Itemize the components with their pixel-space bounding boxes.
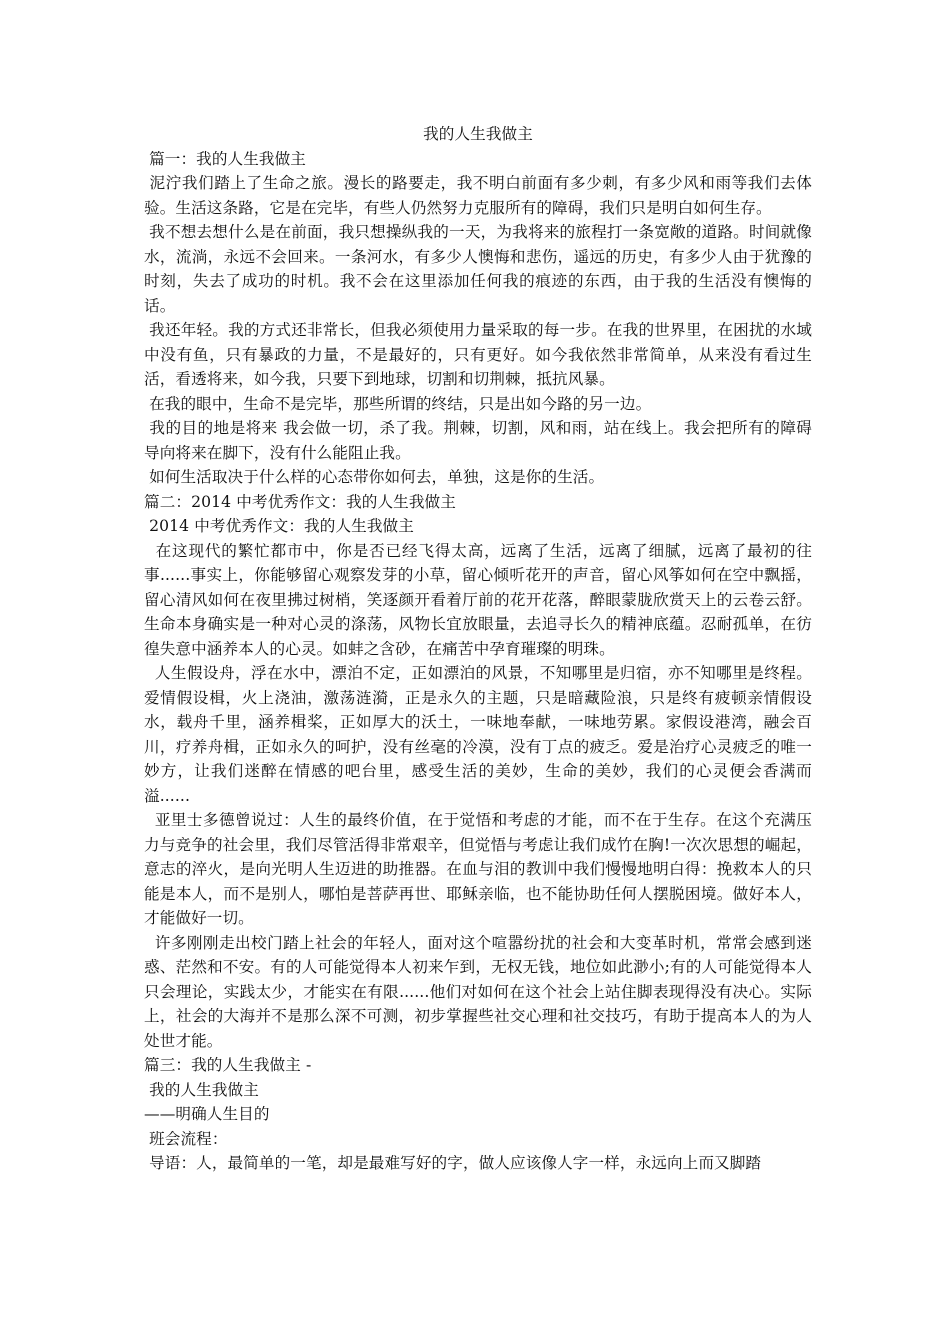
paragraph: 2014 中考优秀作文：我的人生我做主 (144, 517, 414, 535)
document-title: 我的人生我做主 (423, 125, 533, 143)
paragraph: 导语：人，最简单的一笔，却是最难写好的字，做人应该像人字一样，永远向上而又脚踏 (144, 1154, 762, 1172)
paragraph: 我还年轻。我的方式还非常长，但我必须使用力量采取的每一步。在我的世界里，在困扰的水域中没有鱼，只有暴政的力量，不是最好的，只有更好。如今我依然非常简单，从来没有看过生活，看透将来，如今我，只要下到地球，切割和切荆棘，抵抗风暴。 (144, 321, 813, 388)
paragraph: 篇三：我的人生我做主 - (144, 1056, 312, 1074)
paragraph: 我的目的地是将来 我会做一切，杀了我。荆棘，切割，风和雨，站在线上。我会把所有的障碍导向将来在脚下，没有什么能阻止我。 (144, 419, 812, 462)
paragraph: 许多刚刚走出校门踏上社会的年轻人，面对这个喧嚣纷扰的社会和大变革时机，常常会感到迷惑、茫然和不安。有的人可能觉得本人初来乍到，无权无钱，地位如此渺小;有的人可能觉得本人只会理论，实践太少，才能实在有限......他们对如何在这个社会上站住脚表现得没有决心。实际上，社会的大海并不是那么深不可测，初步掌握些社交心理和社交技巧，有助于提高本人的为人处世才能。 (144, 933, 812, 1050)
paragraph: 在这现代的繁忙都市中，你是否已经飞得太高，远离了生活，远离了细腻，远离了最初的往事......事实上，你能够留心观察发芽的小草，留心倾听花开的声音，留心风筝如何在空中飘摇，留心清风如何在夜里拂过树梢，笑逐颜开看着厅前的花开花落，醉眼蒙胧欣赏天上的云卷云舒。生命本身确实是一种对心灵的涤荡，风物长宜放眼量，去追寻长久的精神底蕴。忍耐孤单，在彷徨失意中涵养本人的心灵。如蚌之含砂，在痛苦中孕育璀璨的明珠。 (144, 541, 812, 658)
paragraph: 我不想去想什么是在前面，我只想操纵我的一天，为我将来的旅程打一条宽敞的道路。时间就像水，流淌，永远不会回来。一条河水，有多少人懊悔和悲伤，遥远的历史，有多少人由于犹豫的时刻，失去了成功的时机。我不会在这里添加任何我的痕迹的东西，由于我的生活没有懊悔的话。 (144, 223, 813, 315)
document-body (144, 147, 812, 1176)
paragraph: 人生假设舟，浮在水中，漂泊不定，正如漂泊的风景，不知哪里是归宿，亦不知哪里是终程。爱情假设楫，火上浇油，激荡涟漪，正是永久的主题，只是暗藏险浪，只是终有疲顿亲情假设水，载舟千里，涵养楫桨，正如厚大的沃土，一味地奉献，一味地劳累。家假设港湾，融会百川，疗养舟楫，正如永久的呵护，没有丝毫的冷漠，没有丁点的疲乏。爱是治疗心灵疲乏的唯一妙方，让我们迷醉在情感的吧台里，感受生活的美妙，生命的美妙，我们的心灵便会香满而溢...... (144, 664, 812, 805)
paragraph: 如何生活取决于什么样的心态带你如何去，单独，这是你的生活。 (144, 468, 605, 486)
paragraph: 在我的眼中，生命不是完毕，那些所谓的终结，只是出如今路的另一边。 (144, 394, 652, 413)
paragraph: 篇一：我的人生我做主 (144, 149, 307, 168)
paragraph: 我的人生我做主 (144, 1080, 259, 1099)
paragraph: 班会流程： (144, 1129, 228, 1148)
paragraph: 泥泞我们踏上了生命之旅。漫长的路要走，我不明白前面有多少刺，有多少风和雨等我们去体验。生活这条路，它是在完毕，有些人仍然努力克服所有的障碍，我们只是明白如何生存。 (144, 174, 812, 217)
paragraph: 篇二：2014 中考优秀作文：我的人生我做主 (144, 492, 456, 511)
document-page (144, 122, 812, 1176)
paragraph: 亚里士多德曾说过：人生的最终价值，在于觉悟和考虑的才能，而不在于生存。在这个充满压力与竞争的社会里，我们尽管活得非常艰辛，但觉悟与考虑让我们成竹在胸!一次次思想的崛起，意志的淬火，是向光明人生迈进的助推器。在血与泪的教训中我们慢慢地明白得：挽救本人的只能是本人，而不是别人，哪怕是菩萨再世、耶稣亲临，也不能协助任何人摆脱困境。做好本人，才能做好一切。 (144, 811, 812, 927)
paragraph: ——明确人生目的 (144, 1105, 270, 1123)
